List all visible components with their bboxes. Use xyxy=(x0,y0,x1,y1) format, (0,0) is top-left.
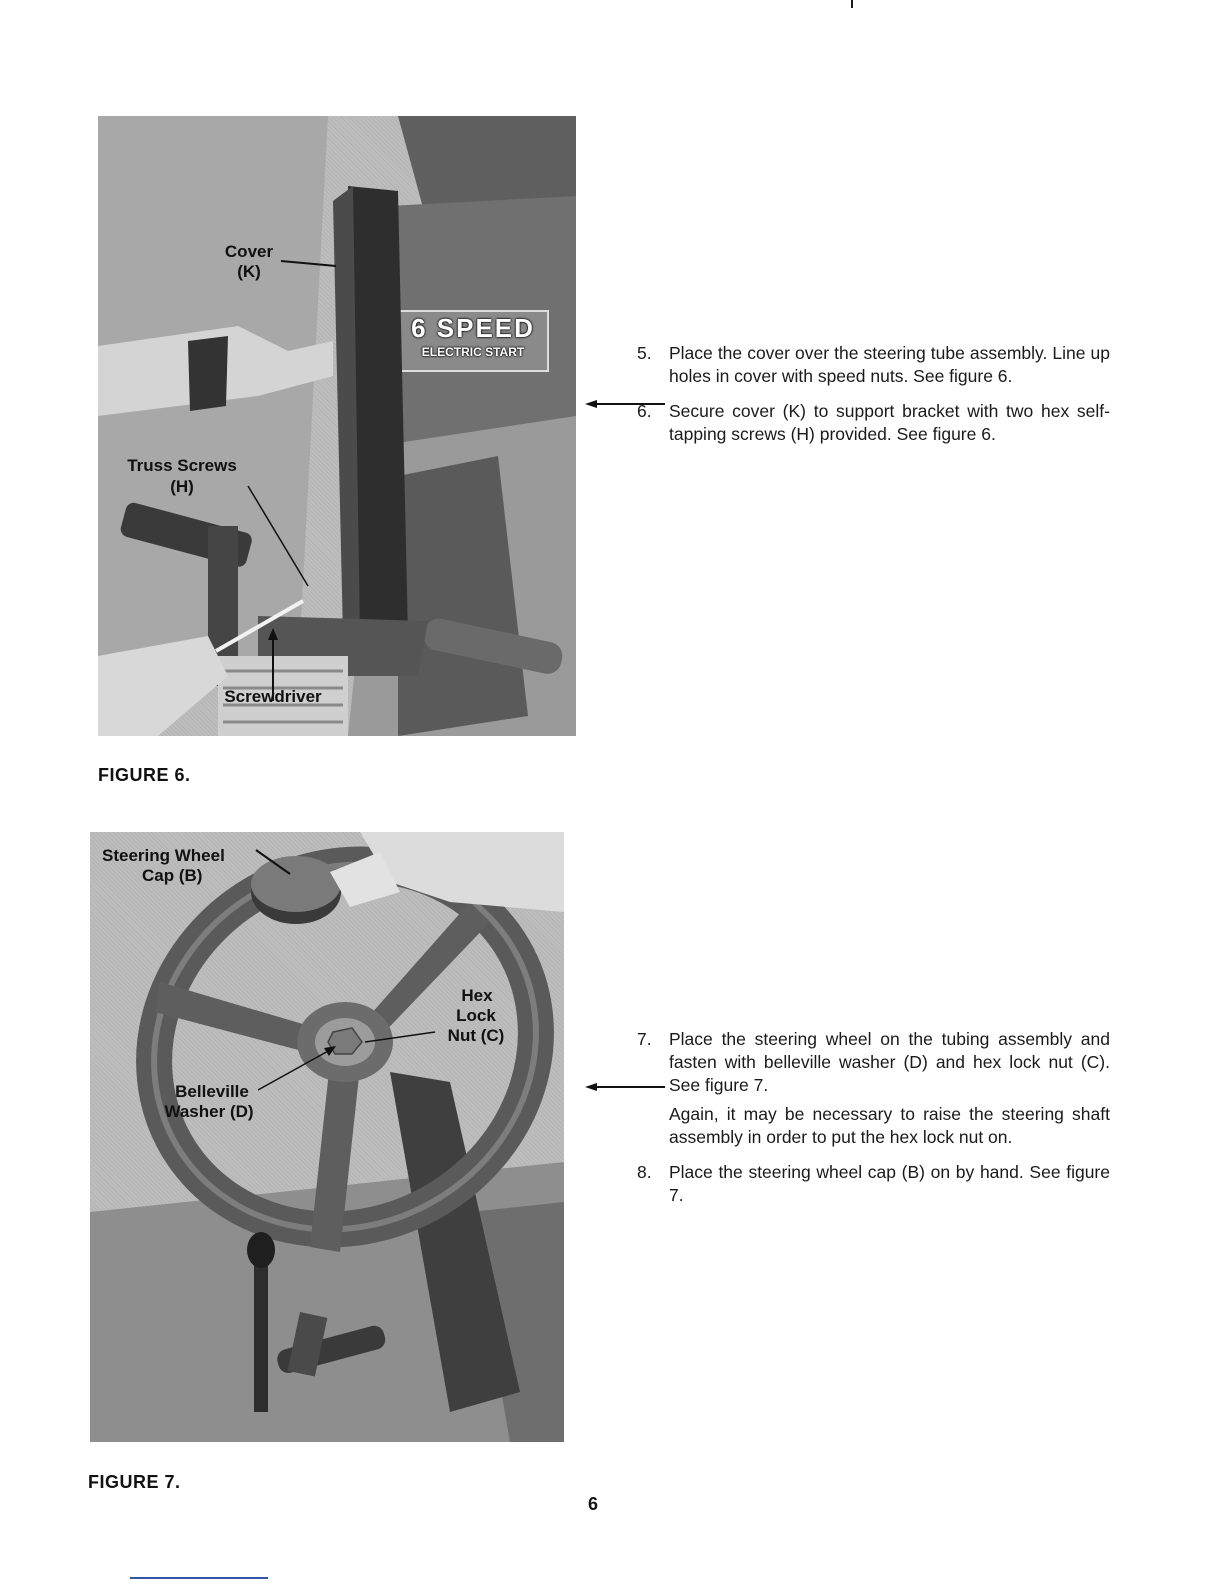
step-7-text: Place the steering wheel on the tubing assembly and fasten with belleville washer (D) and hex lock nut (C). See figure 7. xyxy=(669,1029,1110,1095)
hex-lock-label-1: Hex xyxy=(461,986,493,1005)
hex-lock-label-3: Nut (C) xyxy=(447,1026,505,1045)
step-7-number: 7. xyxy=(637,1029,652,1049)
belleville-label-1: Belleville xyxy=(175,1082,249,1101)
steps-group-1 xyxy=(637,342,1110,458)
page-number: 6 xyxy=(588,1494,599,1514)
belleville-label-2: Washer (D) xyxy=(164,1102,254,1121)
figure-6-caption: FIGURE 6. xyxy=(98,765,191,785)
speed-decal: 6 SPEED xyxy=(411,313,535,343)
screwdriver-label: Screwdriver xyxy=(224,687,322,706)
step-6 xyxy=(637,400,1110,446)
scan-mark xyxy=(851,0,853,8)
speed-decal-sub: ELECTRIC START xyxy=(421,345,525,359)
step-6-number: 6. xyxy=(637,401,652,421)
figure-6-photo xyxy=(98,116,576,736)
truss-screws-label: Truss Screws xyxy=(127,456,237,475)
step-7-note: Again, it may be necessary to raise the steering shaft assembly in order to put the hex lock nut on. xyxy=(669,1104,1110,1147)
step-8-number: 8. xyxy=(637,1162,652,1182)
truss-screws-code-label: (H) xyxy=(170,477,194,496)
footer-rule xyxy=(130,1577,268,1579)
cover-code-label: (K) xyxy=(237,262,261,281)
wheel-cap-label: Steering Wheel xyxy=(102,846,225,865)
figure-6-illustration xyxy=(98,116,576,736)
figure-7-caption: FIGURE 7. xyxy=(88,1472,181,1492)
step-8-text: Place the steering wheel cap (B) on by hand. See figure 7. xyxy=(669,1162,1110,1205)
steps-group-2 xyxy=(637,1028,1110,1219)
step-5-text: Place the cover over the steering tube assembly. Line up holes in cover with speed nuts. See figure 6. xyxy=(669,343,1110,386)
step-6-text: Secure cover (K) to support bracket with two hex self-tapping screws (H) provided. See figure 6. xyxy=(669,401,1110,444)
figure-7-illustration xyxy=(90,832,564,1442)
step-7 xyxy=(637,1028,1110,1097)
step-8 xyxy=(637,1161,1110,1207)
hex-lock-label-2: Lock xyxy=(456,1006,496,1025)
step-5-number: 5. xyxy=(637,343,652,363)
wheel-cap-code-label: Cap (B) xyxy=(142,866,203,885)
figure-7-photo xyxy=(90,832,564,1442)
cover-label: Cover xyxy=(224,242,274,261)
step-5 xyxy=(637,342,1110,388)
